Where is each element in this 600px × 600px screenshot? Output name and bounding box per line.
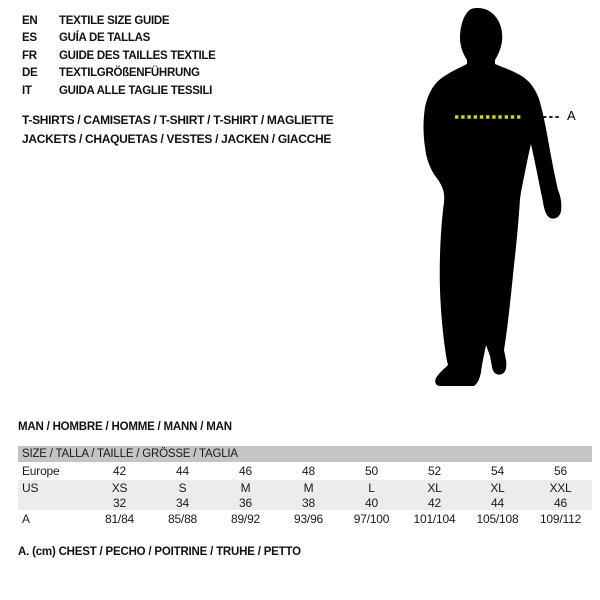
- size-cell: 93/96: [293, 512, 324, 526]
- size-cell: 38: [277, 495, 340, 510]
- language-code: IT: [22, 84, 32, 97]
- size-table-grid: [18, 462, 592, 528]
- size-cell: 81/84: [104, 512, 135, 526]
- language-code: DE: [22, 67, 38, 80]
- size-cell: XXL: [529, 480, 592, 495]
- language-title: GUÍA DE TALLAS: [59, 32, 150, 45]
- language-row-de: [22, 65, 216, 82]
- size-cell: 97/100: [353, 512, 390, 526]
- size-cell: 109/112: [539, 512, 582, 526]
- size-cell: 42: [113, 464, 126, 478]
- language-row-en: [22, 13, 216, 30]
- table-row-us-letters: [18, 480, 592, 495]
- garment-categories: [22, 111, 334, 149]
- table-row-us-numbers: [18, 495, 592, 510]
- man-silhouette-figure: [410, 0, 600, 400]
- row-label: A: [22, 512, 30, 526]
- size-cell: 40: [340, 495, 403, 510]
- size-cell: XS: [88, 480, 151, 495]
- size-table-header: SIZE / TALLA / TAILLE / GRÖSSE / TAGLIA: [18, 446, 592, 462]
- language-title: TEXTILE SIZE GUIDE: [59, 15, 170, 27]
- category-jackets: JACKETS / CHAQUETAS / VESTES / JACKEN / GIACCHE: [22, 132, 332, 146]
- language-list: [22, 13, 216, 100]
- language-title: GUIDE DES TAILLES TEXTILE: [59, 49, 216, 62]
- category-tshirts: T-SHIRTS / CAMISETAS / T-SHIRT / T-SHIRT / MAGLIETTE: [22, 113, 334, 127]
- size-cell: 52: [428, 464, 441, 478]
- size-cell: 85/88: [167, 512, 198, 526]
- size-cell: 56: [554, 464, 567, 478]
- language-title: TEXTILGRÖßENFÜHRUNG: [59, 67, 200, 80]
- size-cell: 101/104: [413, 512, 456, 526]
- size-cell: 42: [403, 495, 466, 510]
- language-row-it: [22, 83, 216, 100]
- man-silhouette-svg: [410, 0, 600, 400]
- language-code: ES: [22, 32, 37, 45]
- row-label: Europe: [22, 464, 60, 478]
- language-title: GUIDA ALLE TAGLIE TESSILI: [59, 84, 213, 97]
- size-cell: L: [340, 480, 403, 495]
- section-title-man: MAN / HOMBRE / HOMME / MANN / MAN: [18, 421, 232, 433]
- size-cell: 44: [466, 495, 529, 510]
- row-label: US: [18, 480, 88, 495]
- row-label: [18, 495, 88, 510]
- language-row-es: [22, 30, 216, 47]
- size-cell: 36: [214, 495, 277, 510]
- size-cell: XL: [403, 480, 466, 495]
- size-cell: 44: [176, 464, 189, 478]
- size-cell: 46: [239, 464, 252, 478]
- size-cell: 48: [302, 464, 315, 478]
- size-table: [18, 446, 592, 528]
- size-cell: 34: [151, 495, 214, 510]
- language-code: FR: [22, 49, 37, 62]
- size-cell: 89/92: [230, 512, 261, 526]
- man-silhouette-shape: [424, 8, 562, 386]
- chest-measure-label: A: [567, 108, 576, 123]
- table-row-europe: [18, 462, 592, 480]
- size-cell: 105/108: [476, 512, 519, 526]
- table-row-chest-cm: [18, 510, 592, 528]
- size-cell: XL: [466, 480, 529, 495]
- size-cell: S: [151, 480, 214, 495]
- size-cell: 32: [88, 495, 151, 510]
- size-cell: 50: [365, 464, 378, 478]
- size-cell: 46: [529, 495, 592, 510]
- size-cell: M: [277, 480, 340, 495]
- size-cell: M: [214, 480, 277, 495]
- language-row-fr: [22, 48, 216, 65]
- measurement-footnote: A. (cm) CHEST / PECHO / POITRINE / TRUHE / PETTO: [18, 546, 301, 558]
- language-code: EN: [22, 15, 38, 27]
- size-cell: 54: [491, 464, 504, 478]
